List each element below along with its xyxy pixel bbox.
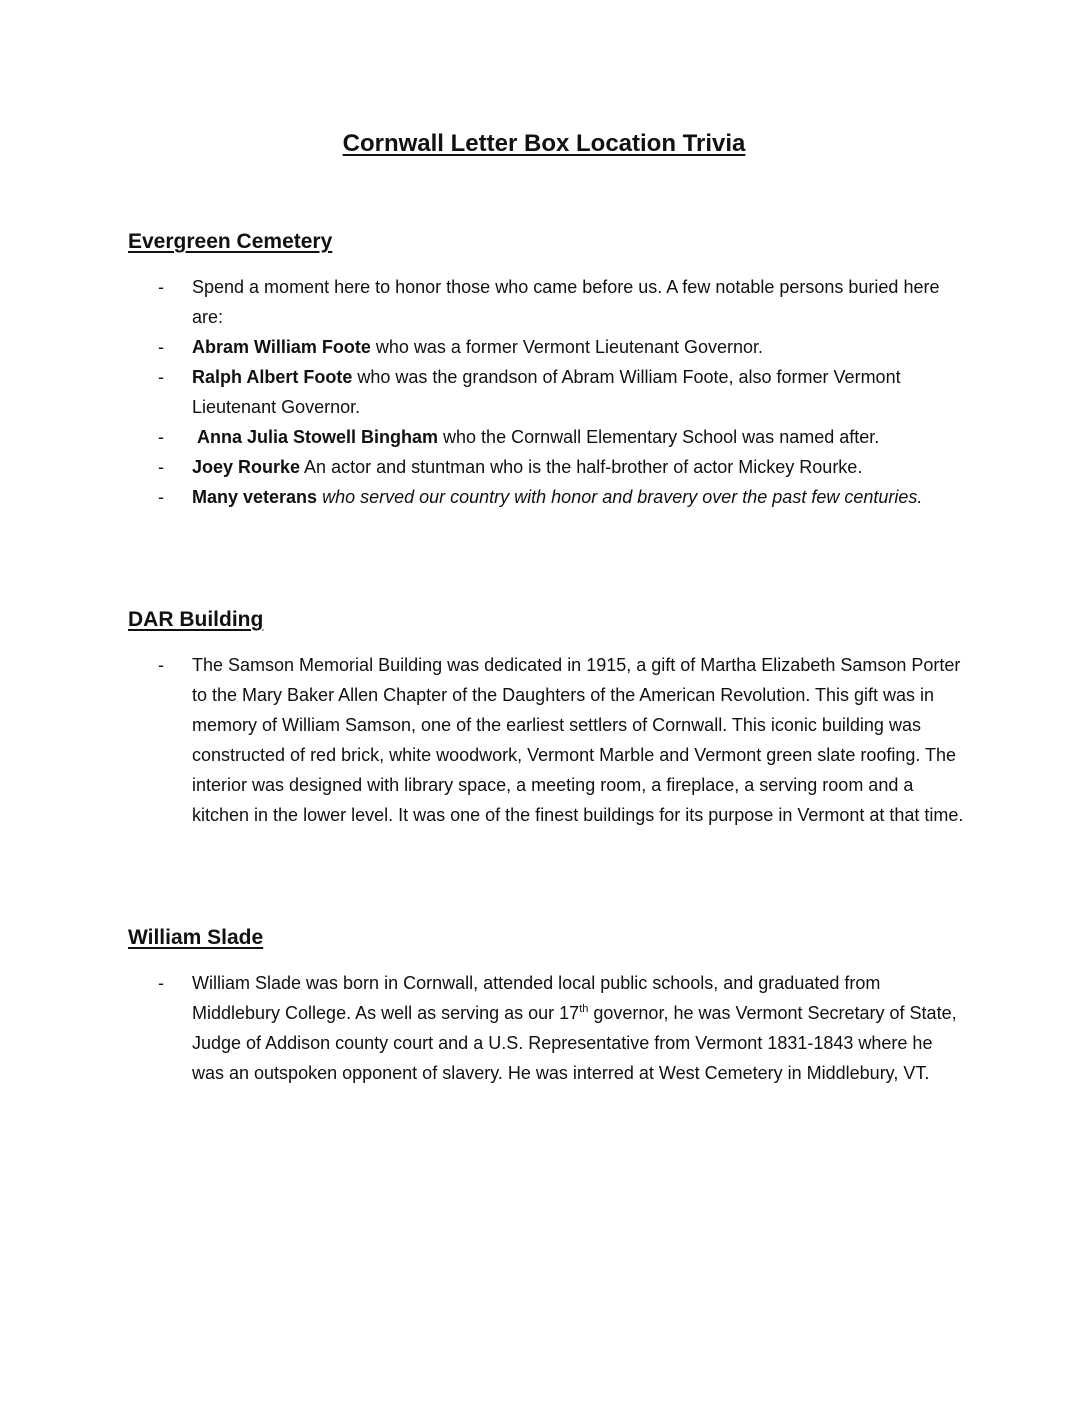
page-title: Cornwall Letter Box Location Trivia	[342, 130, 746, 157]
list-item	[128, 968, 968, 1088]
item-text: who was the grandson of Abram William Foote, also former Vermont Lieutenant Governor.	[192, 367, 901, 417]
list-item	[128, 650, 968, 830]
item-text: who served our country with honor and bravery over the past few centuries.	[317, 487, 923, 507]
ordinal-suffix: th	[579, 1003, 589, 1015]
list-item	[128, 422, 968, 452]
list-item	[128, 332, 968, 362]
section-evergreen-cemetery	[128, 228, 968, 512]
item-text: who the Cornwall Elementary School was named after.	[438, 427, 880, 447]
item-text: Spend a moment here to honor those who came before us. A few notable persons buried here are:	[192, 277, 940, 327]
bullet-list	[128, 272, 968, 512]
section-william-slade	[128, 924, 968, 1088]
dash-bullet: -	[158, 277, 164, 297]
dash-bullet: -	[158, 655, 164, 675]
section-dar-building	[128, 606, 968, 830]
section-heading: Evergreen Cemetery	[128, 230, 333, 253]
dash-bullet: -	[158, 457, 164, 477]
item-text: William Slade was born in Cornwall, attended local public schools, and graduated from Middlebury College. As well as serving as our 17	[192, 973, 881, 1023]
list-item	[128, 362, 968, 422]
person-name: Joey Rourke	[192, 457, 301, 477]
bullet-list	[128, 968, 968, 1088]
dash-bullet: -	[158, 367, 164, 387]
list-item	[128, 452, 968, 482]
section-heading: DAR Building	[128, 608, 264, 631]
item-text: governor, he was Vermont Secretary of State, Judge of Addison county court and a U.S. Representative from Vermont 1831-1843 where he was an outspoken opponent of slavery. He was interred at West Cemetery in Middlebury, VT.	[192, 1003, 957, 1083]
person-name: Ralph Albert Foote	[192, 367, 353, 387]
section-heading: William Slade	[128, 926, 264, 949]
item-text: An actor and stuntman who is the half-brother of actor Mickey Rourke.	[300, 457, 863, 477]
dash-bullet: -	[158, 487, 164, 507]
dash-bullet: -	[158, 427, 164, 447]
item-text: The Samson Memorial Building was dedicated in 1915, a gift of Martha Elizabeth Samson Porter to the Mary Baker Allen Chapter of the Daughters of the American Revolution. This gift was in memory of William Samson, one of the earliest settlers of Cornwall. This iconic building was constructed of red brick, white woodwork, Vermont Marble and Vermont green slate roofing. The interior was designed with library space, a meeting room, a fireplace, a serving room and a kitchen in the lower level. It was one of the finest buildings for its purpose in Vermont at that time.	[192, 655, 964, 825]
person-name: Many veterans	[192, 487, 318, 507]
person-name: Abram William Foote	[192, 337, 371, 357]
list-item	[128, 272, 968, 332]
dash-bullet: -	[158, 973, 164, 993]
bullet-list	[128, 650, 968, 830]
person-name: Anna Julia Stowell Bingham	[197, 427, 439, 447]
list-item	[128, 482, 968, 512]
item-text: who was a former Vermont Lieutenant Governor.	[370, 337, 764, 357]
dash-bullet: -	[158, 337, 164, 357]
